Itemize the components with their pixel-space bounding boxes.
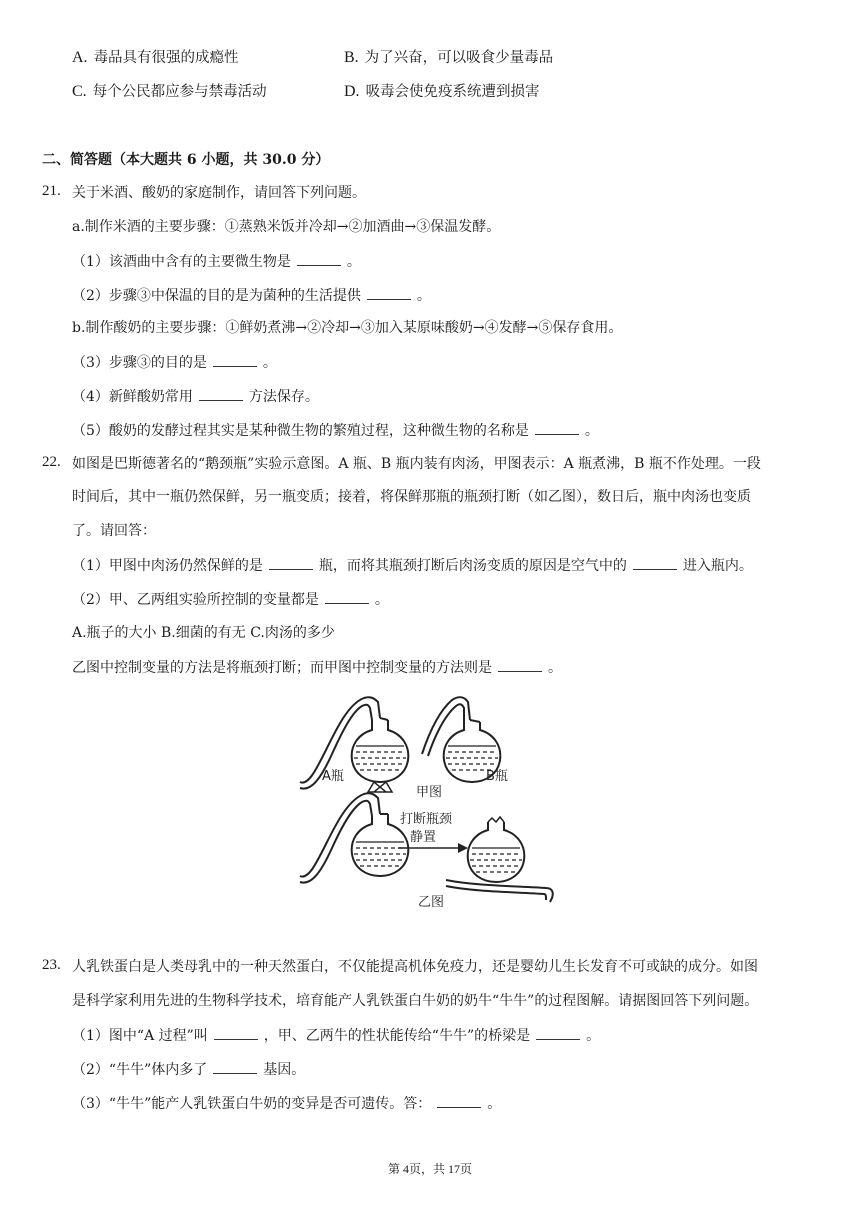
yogurt-steps: b.制作酸奶的主要步骤：①鲜奶煮沸→②冷却→③加入某原味酸奶→④发酵→⑤保存食用。 [72,320,623,336]
question-number: 21. [42,183,61,199]
punct: 。 [487,1096,502,1112]
sub-question-text: （2）步骤③中保温的目的是为菌种的生活提供 [72,288,361,304]
option-text: 吸毒会使免疫系统遭到损害 [365,84,540,100]
sub-question-1 [72,251,361,272]
sub-question-text: ，甲、乙两牛的性状能传给“牛牛”的桥梁是 [263,1028,531,1044]
option-a [72,48,239,68]
sub-question-text: （1）该酒曲中含有的主要微生物是 [72,254,291,270]
sub-question-5 [72,420,599,441]
flask-a-icon [300,697,408,792]
flask-before-break-icon [300,793,408,882]
option-d [344,82,540,102]
answer-blank[interactable] [437,1093,481,1108]
sub-question-text: （2）“牛牛”体内多了 [72,1062,208,1078]
option-text: 每个公民都应参与禁毒活动 [92,84,267,100]
page-footer: 第 4页，共 17页 [387,1162,472,1176]
answer-blank[interactable] [199,386,243,401]
sub-question-text: （4）新鲜酸奶常用 [72,389,193,405]
answer-blank[interactable] [214,1025,258,1040]
sub-question-2 [72,285,431,306]
section-title: 二、简答题（本大题共 6 小题，共 30.0 分） [42,152,330,168]
sub-question-1 [72,555,753,576]
answer-blank[interactable] [269,555,313,570]
flask-a-label: A瓶 [322,769,344,784]
answer-blank[interactable] [367,285,411,300]
sub-question-text: 方法保存。 [248,389,319,405]
sub-question-3 [72,352,277,373]
punct: 。 [548,660,562,676]
option-letter: D. [344,83,360,100]
punct: 。 [374,592,389,608]
answer-blank[interactable] [213,352,257,367]
option-b [344,48,553,68]
sub-question-text: 进入瓶内。 [682,558,753,574]
option-c [72,82,267,102]
sub-question-text: （3）“牛牛”能产人乳铁蛋白牛奶的变异是否可遗传。答： [72,1096,432,1112]
figure-caption-yi: 乙图 [418,895,445,910]
answer-blank[interactable] [535,420,579,435]
sub-question-text: 基因。 [263,1062,306,1078]
answer-blank[interactable] [325,589,369,604]
punct: 。 [584,423,599,439]
flask-after-break-icon [468,817,525,882]
option-letter: A. [72,49,88,66]
sub-question-text: 乙图中控制变量的方法是将瓶颈打断；而甲图中控制变量的方法则是 [72,660,492,676]
answer-blank[interactable] [633,555,677,570]
choice-list: A.瓶子的大小 B.细菌的有无 C.肉汤的多少 [72,625,335,641]
question-stem: 是科学家利用先进的生物科学技术，培育能产人乳铁蛋白牛奶的奶牛“牛牛”的过程图解。请据图回答下列问题。 [72,993,759,1009]
sub-question-text: （3）步骤③的目的是 [72,355,207,371]
sub-question-4 [72,386,319,407]
flask-b-label: B瓶 [486,769,508,784]
option-letter: B. [344,49,359,66]
answer-blank[interactable] [213,1059,257,1074]
sub-question-text: （5）酸奶的发酵过程其实是某种微生物的繁殖过程，这种微生物的名称是 [72,423,529,439]
arrow-label-bottom: 静置 [410,830,437,845]
sub-question-text: （1）图中“A 过程”叫 [72,1028,208,1044]
sub-question-3 [72,657,562,678]
question-stem: 了。请回答： [72,523,156,539]
option-letter: C. [72,83,87,100]
sub-question-text: （1）甲图中肉汤仍然保鲜的是 [72,558,263,574]
question-stem: 如图是巴斯德著名的“鹅颈瓶”实验示意图。A 瓶、B 瓶内装有肉汤，甲图表示：A 瓶煮沸，B 瓶不作处理。一段 [72,456,761,472]
punct: 。 [416,288,431,304]
question-number: 23. [42,957,61,973]
answer-blank[interactable] [536,1025,580,1040]
punct: 。 [262,355,277,371]
arrow-label-top: 打断瓶颈 [400,812,453,827]
question-stem: 关于米酒、酸奶的家庭制作，请回答下列问题。 [72,185,366,201]
sub-question-2 [72,1059,305,1080]
answer-blank[interactable] [498,657,542,672]
figure-caption-jia: 甲图 [416,785,443,800]
punct: 。 [586,1028,601,1044]
answer-blank[interactable] [297,251,341,266]
question-stem: 时间后，其中一瓶仍然保鲜，另一瓶变质；接着，将保鲜那瓶的瓶颈打断（如乙图），数日后，瓶中肉汤也变质 [72,489,751,505]
option-text: 为了兴奋，可以吸食少量毒品 [364,50,554,66]
swan-neck-flask-figure [296,690,560,912]
sub-question-text: （2）甲、乙两组实验所控制的变量都是 [72,592,319,608]
option-text: 毒品具有很强的成瘾性 [93,50,239,66]
question-number: 22. [42,454,61,470]
sub-question-2 [72,589,389,610]
sub-question-text: 瓶，而将其瓶颈打断后肉汤变质的原因是空气中的 [318,558,627,574]
question-stem: 人乳铁蛋白是人类母乳中的一种天然蛋白，不仅能提高机体免疫力，还是婴幼儿生长发育不可或缺的成分。如图 [72,959,758,975]
broken-neck-icon [446,880,553,902]
rice-wine-steps: a.制作米酒的主要步骤：①蒸熟米饭并冷却→②加酒曲→③保温发酵。 [72,219,501,235]
punct: 。 [346,254,361,270]
sub-question-1 [72,1025,600,1046]
sub-question-3 [72,1093,501,1114]
